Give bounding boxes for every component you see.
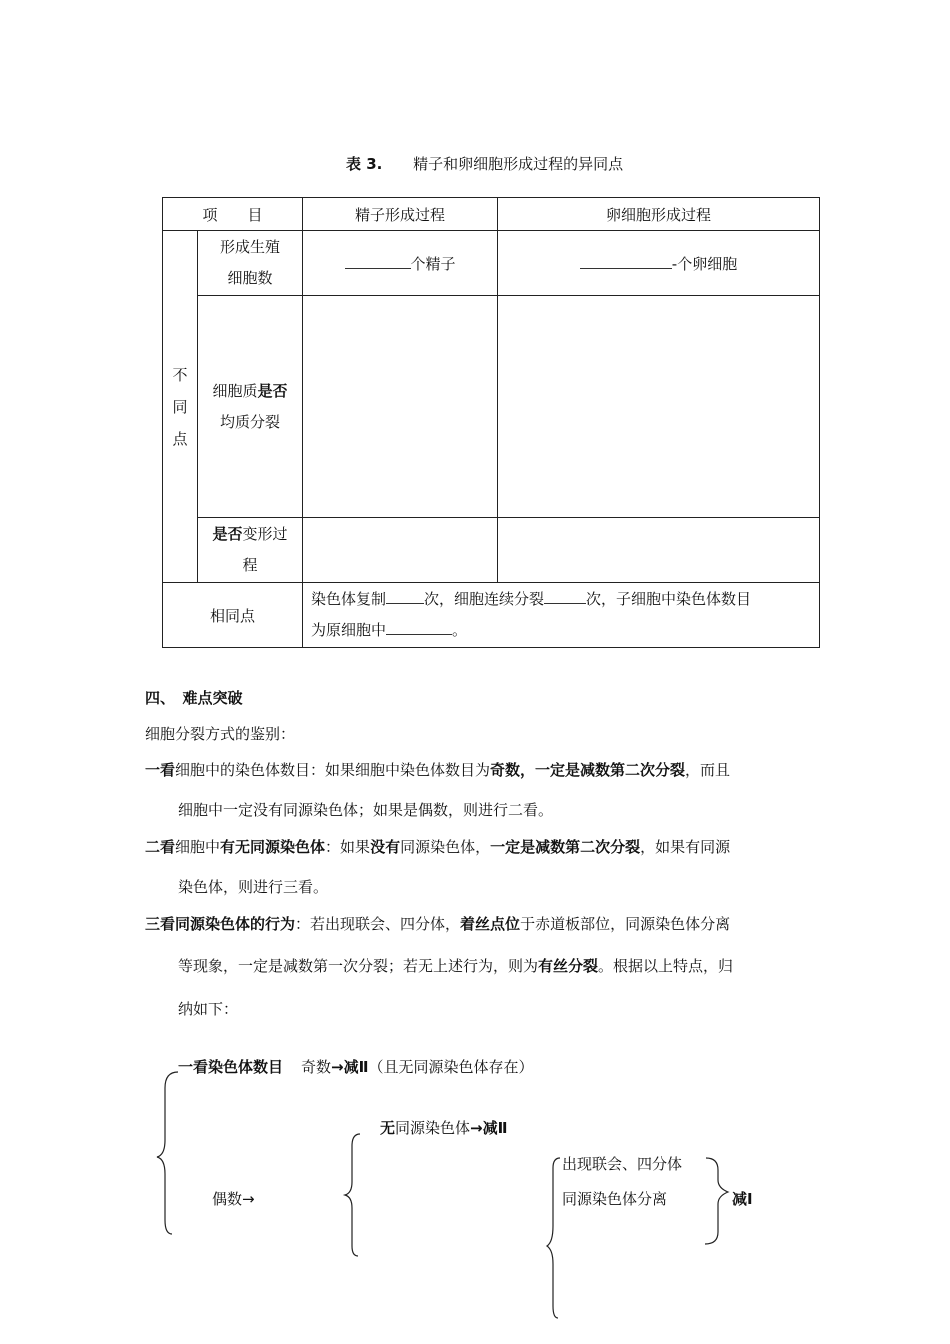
egg-count-cell[interactable]: -个卵细胞 (498, 231, 820, 296)
diagram-behavior-2: 同源染色体分离 (562, 1190, 668, 1208)
row-cell-count-label: 形成生殖 细胞数 (198, 231, 303, 296)
header-egg: 卵细胞形成过程 (498, 198, 820, 231)
similarities-cell[interactable]: 染色体复制 次，细胞连续分裂 次，子细胞中染色体数目 为原细胞中 。 (303, 583, 820, 648)
table-title: 精子和卵细胞形成过程的异同点 (413, 155, 624, 173)
rule-two-continued: 染色体，则进行三看。 (178, 878, 329, 896)
diagram-top-row: 一看染色体数目 奇数→减Ⅱ（且无同源染色体存在） (178, 1058, 534, 1076)
similarities-label: 相同点 (163, 583, 303, 648)
rule-one-continued: 细胞中一定没有同源染色体；如果是偶数，则进行二看。 (178, 801, 554, 819)
differences-label: 不 同 点 (163, 231, 198, 583)
right-brace (705, 1158, 728, 1244)
diagram-behavior-1: 出现联会、四分体 (562, 1155, 683, 1173)
sperm-count-cell[interactable]: 个精子 (303, 231, 498, 296)
left-brace-inner (547, 1158, 560, 1318)
section-heading: 四、 难点突破 (145, 689, 243, 707)
table-number: 表 3. (346, 155, 383, 173)
rule-three: 三看同源染色体的行为：若出现联会、四分体，着丝点位于赤道板部位，同源染色体分离 (145, 915, 731, 933)
diagram-even: 偶数→ (212, 1190, 255, 1208)
rule-three-summary: 纳如下： (178, 1000, 239, 1018)
left-brace-outer (157, 1072, 178, 1234)
left-brace-middle (345, 1134, 360, 1256)
rule-one: 一看细胞中的染色体数目：如果细胞中染色体数目为奇数，一定是减数第二次分裂，而且 (145, 761, 731, 779)
diagram-no-homolog: 无同源染色体→减Ⅱ (380, 1119, 508, 1137)
row-deformation-label: 是否变形过 程 (198, 518, 303, 583)
diagram-meiosis-one: 减Ⅰ (732, 1190, 753, 1208)
row-cytoplasm-label: 细胞质是否 均质分裂 (198, 296, 303, 518)
rule-three-continued: 等现象，一定是减数第一次分裂；若无上述行为，则为有丝分裂。根据以上特点，归 (178, 957, 734, 975)
header-item: 项 目 (163, 198, 303, 231)
section-intro: 细胞分裂方式的鉴别： (145, 725, 296, 743)
rule-two: 二看细胞中有无同源染色体：如果没有同源染色体，一定是减数第二次分裂，如果有同源 (145, 838, 731, 856)
header-sperm: 精子形成过程 (303, 198, 498, 231)
